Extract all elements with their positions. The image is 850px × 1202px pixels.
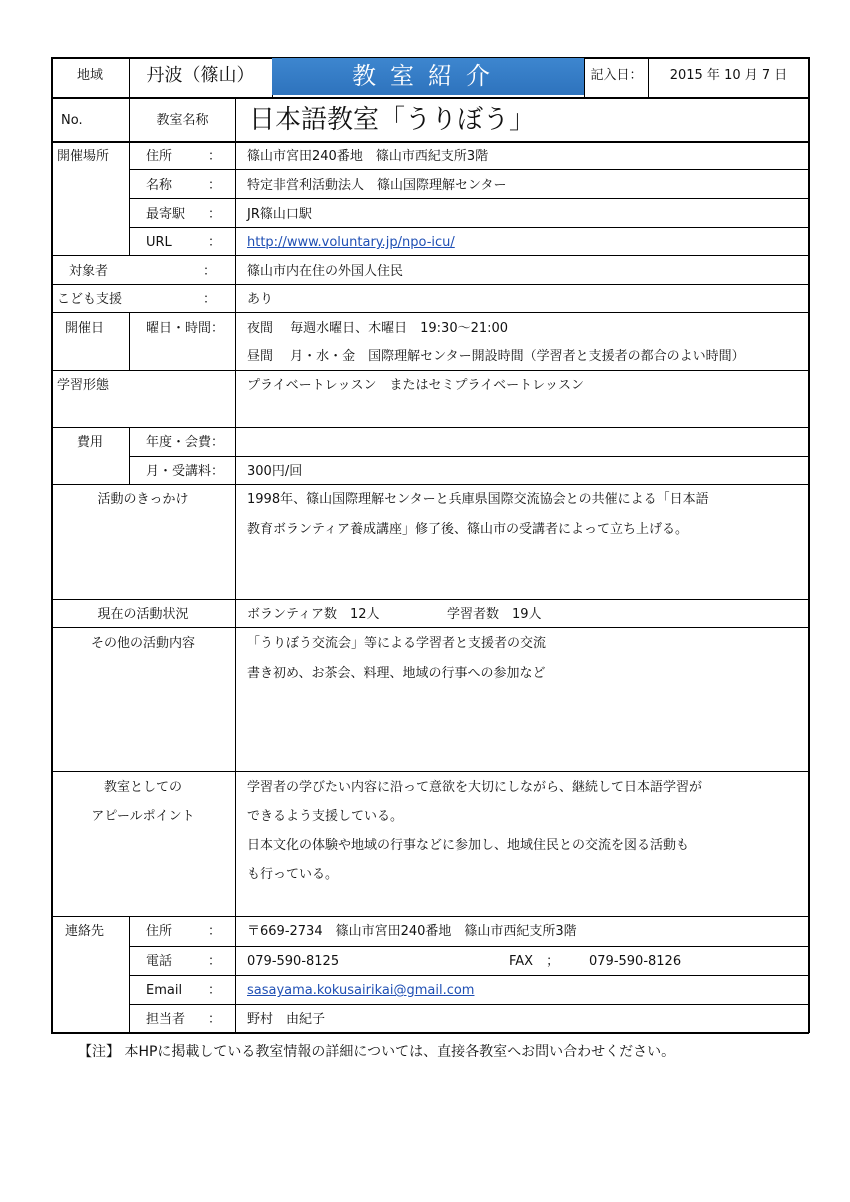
grid-line [129,916,130,1033]
fax-label: FAX ； [509,954,560,969]
other-line2: 書き初め、お茶会、料理、地域の行事への参加など [247,666,546,681]
grid-line [129,227,809,228]
phone-label: 電話 [146,954,173,969]
grid-line [129,946,809,947]
grid-line [235,370,236,427]
colon: ： [208,954,222,969]
phone-value: 079-590-8125 [247,954,340,969]
format-value: プライベートレッスン またはセミプライベートレッスン [247,378,584,393]
volunteer-count: ボランティア数 12人 [247,607,380,622]
grid-line [51,141,809,143]
origin-label: 活動のきっかけ [97,492,189,507]
grid-line [51,771,809,772]
contact-label: 連絡先 [65,924,105,939]
format-label: 学習形態 [57,378,110,393]
grid-line [51,284,809,285]
grid-line [51,57,53,1033]
colon: ： [208,983,222,998]
colon: ： [208,924,222,939]
grid-line [51,427,809,428]
schedule-label: 開催日 [65,321,105,336]
schedule-night: 夜間 毎週水曜日、木曜日 19:30～21:00 [247,321,509,336]
grid-line [129,141,130,255]
contact-address-label: 住所 [146,924,173,939]
target-value: 篠山市内在住の外国人住民 [247,264,404,279]
schedule-time-label: 曜日・時間： [146,321,225,336]
footnote: 【注】 本HPに掲載している教室情報の詳細については、直接各教室へお問い合わせください。 [78,1044,676,1060]
grid-line [51,916,809,917]
region-label: 地域 [76,68,103,83]
colon: ： [203,264,217,279]
grid-line [51,484,809,485]
fax-value: 079-590-8126 [589,954,682,969]
grid-line [129,198,809,199]
email-label: Email [146,983,183,998]
venue-name: 特定非営利活動法人 篠山国際理解センター [247,178,507,193]
appeal-line3: 日本文化の体験や地域の行事などに参加し、地域住民との交流を図る活動も [247,838,690,853]
person-value: 野村 由紀子 [247,1012,326,1027]
monthly-fee-label: 月・受講料： [146,464,225,479]
grid-line [129,1004,809,1005]
origin-line1: 1998年、篠山国際理解センターと兵庫県国際交流協会との共催による「日本語 [247,492,709,507]
region-value: 丹波（篠山） [146,65,255,86]
grid-line [235,627,236,771]
grid-line [235,484,236,599]
grid-line [808,57,810,1033]
date-label: 記入日： [590,68,643,83]
grid-line [235,771,236,916]
grid-line [129,427,130,484]
grid-line [51,599,809,600]
venue-label: 開催場所 [57,149,110,164]
person-label: 担当者 [146,1012,186,1027]
grid-line [51,255,809,256]
page-title: 教室紹介 [272,58,584,95]
table-grid [51,57,809,1033]
grid-line [235,599,236,627]
appeal-line2: できるよう支援している。 [247,809,404,824]
grid-line [51,370,809,371]
date-value: 2015 年 10 月 7 日 [669,68,788,83]
station-value: JR篠山口駅 [247,207,312,222]
colon: ： [208,235,222,250]
target-label: 対象者 [69,264,109,279]
grid-line [235,141,236,255]
no-label: No. [61,113,83,128]
grid-line [235,427,236,484]
children-support-value: あり [247,292,274,307]
grid-line [129,169,809,170]
annual-fee-label: 年度・会費： [146,435,225,450]
colon: ： [208,149,222,164]
url-link[interactable]: http://www.voluntary.jp/npo-icu/ [247,235,455,250]
schedule-day: 昼間 月・水・金 国際理解センター開設時間（学習者と支援者の都合のよい時間） [247,349,745,364]
station-label: 最寄駅 [146,207,186,222]
appeal-line4: も行っている。 [247,867,339,882]
venue-name-label: 名称 [146,178,173,193]
contact-address: 〒669-2734 篠山市宮田240番地 篠山市西紀支所3階 [247,924,577,939]
venue-address: 篠山市宮田240番地 篠山市西紀支所3階 [247,149,489,164]
classroom-name-label: 教室名称 [156,113,209,128]
grid-line [129,975,809,976]
grid-line [235,255,236,312]
colon: ： [208,178,222,193]
appeal-label-2: アピールポイント [91,809,195,824]
origin-line2: 教育ボランティア養成講座」修了後、篠山市の受講者によって立ち上げる。 [247,522,688,537]
appeal-line1: 学習者の学びたい内容に沿って意欲を大切にしながら、継続して日本語学習が [247,780,703,795]
email-link[interactable]: sasayama.kokusairikai@gmail.com [247,983,475,998]
fees-label: 費用 [77,435,104,450]
grid-line [235,916,236,1033]
monthly-fee-value: 300円/回 [247,464,303,479]
grid-line [51,97,809,99]
grid-line [51,312,809,313]
status-label: 現在の活動状況 [97,607,189,622]
other-activities-label: その他の活動内容 [90,636,195,651]
venue-address-label: 住所 [146,149,173,164]
colon: ： [208,207,222,222]
colon: ： [208,1012,222,1027]
grid-line [129,312,130,370]
url-label: URL [146,235,172,250]
grid-line [129,456,809,457]
appeal-label-1: 教室としての [103,780,182,795]
learner-count: 学習者数 19人 [447,607,542,622]
colon: ： [203,292,217,307]
children-support-label: こども支援 [57,292,123,307]
classroom-name: 日本語教室「うりぼう」 [249,105,536,135]
other-line1: 「うりぼう交流会」等による学習者と支援者の交流 [247,636,547,651]
grid-line [235,312,236,370]
grid-line [51,1032,809,1034]
grid-line [51,627,809,628]
